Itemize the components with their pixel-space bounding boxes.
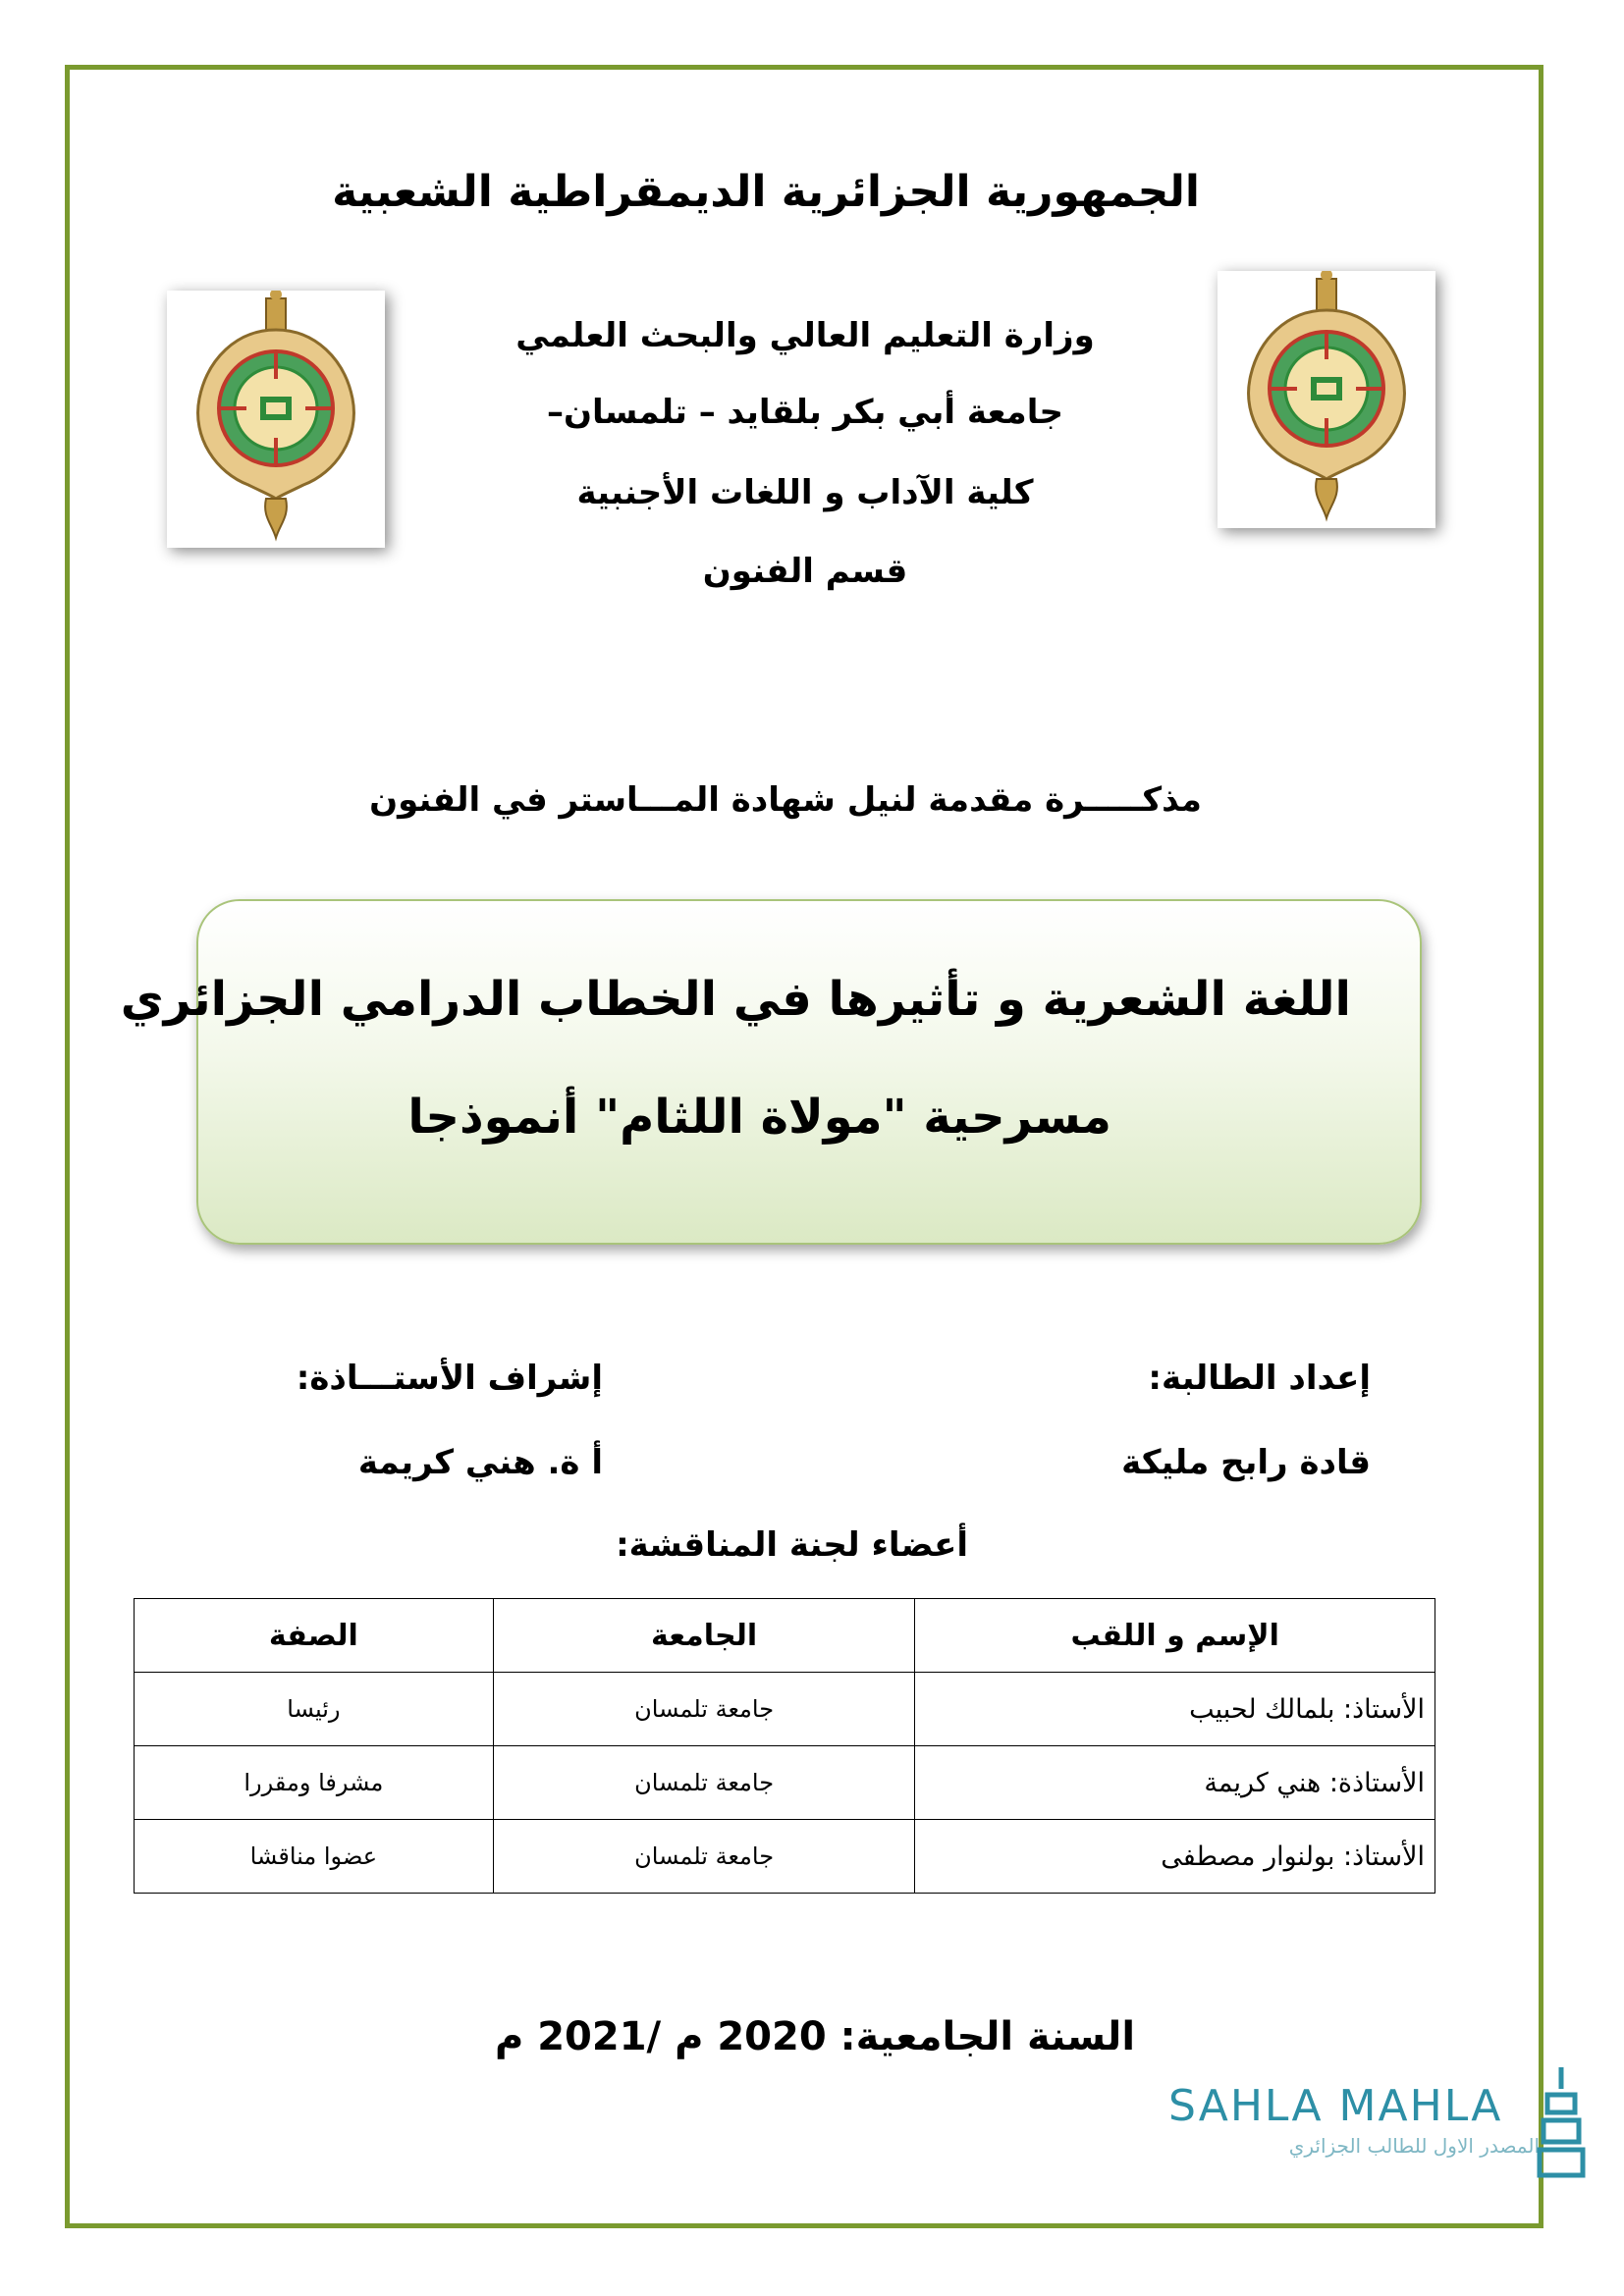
student-label: إعداد الطالبة: bbox=[1148, 1359, 1371, 1398]
supervisor-name: أ ة. هني كريمة bbox=[357, 1443, 603, 1482]
country-heading: الجمهورية الجزائرية الديمقراطية الشعبية bbox=[332, 167, 1200, 217]
committee-label: أعضاء لجنة المناقشة: bbox=[616, 1525, 968, 1565]
ministry-line: وزارة التعليم العالي والبحث العلمي bbox=[515, 316, 1095, 355]
member-name: الأستاذ: بلمالك لحبيب bbox=[915, 1673, 1435, 1746]
column-header-role: الصفة bbox=[135, 1599, 494, 1673]
faculty-line: كلية الآداب و اللغات الأجنبية bbox=[576, 473, 1034, 512]
university-emblem-icon bbox=[167, 291, 385, 548]
member-university: جامعة تلمسان bbox=[493, 1746, 915, 1820]
student-name: قادة رابح مليكة bbox=[1121, 1443, 1371, 1482]
table-row bbox=[135, 1673, 1435, 1746]
member-university: جامعة تلمسان bbox=[493, 1820, 915, 1894]
watermark-title: SAHLA MAHLA bbox=[1168, 2081, 1503, 2131]
university-logo-right bbox=[1218, 271, 1435, 528]
table-header-row bbox=[135, 1599, 1435, 1673]
memo-subtitle: مذكـــــرة مقدمة لنيل شهادة المـــاستر في الفنون bbox=[369, 780, 1202, 820]
department-line: قسم الفنون bbox=[702, 552, 908, 591]
university-logo-left bbox=[167, 291, 385, 548]
academic-year: السنة الجامعية: 2020 م /2021 م bbox=[494, 2014, 1136, 2059]
column-header-university: الجامعة bbox=[493, 1599, 915, 1673]
thesis-title-box bbox=[120, 899, 1422, 1245]
university-line: جامعة أبي بكر بلقايد – تلمسان– bbox=[547, 393, 1063, 432]
member-name: الأستاذة: هني كريمة bbox=[915, 1746, 1435, 1820]
member-university: جامعة تلمسان bbox=[493, 1673, 915, 1746]
member-role: رئيسا bbox=[135, 1673, 494, 1746]
supervisor-label: إشراف الأستـــاذة: bbox=[296, 1359, 603, 1398]
watermark-subtitle: المصدر الاول للطالب الجزائري bbox=[1288, 2134, 1540, 2158]
table-row bbox=[135, 1746, 1435, 1820]
member-role: عضوا مناقشا bbox=[135, 1820, 494, 1894]
member-name: الأستاذ: بولنوار مصطفى bbox=[915, 1820, 1435, 1894]
watermark-logo-icon bbox=[1534, 2061, 1589, 2189]
thesis-title-line-1: اللغة الشعرية و تأثيرها في الخطاب الدرامي الجزائري bbox=[120, 972, 1351, 1027]
thesis-title-line-2: مسرحية "مولاة اللثام" أنموذجا bbox=[407, 1090, 1111, 1145]
column-header-name: الإسم و اللقب bbox=[915, 1599, 1435, 1673]
committee-table bbox=[134, 1598, 1435, 1894]
table-row bbox=[135, 1820, 1435, 1894]
sahla-mahla-watermark bbox=[1168, 2081, 1561, 2199]
member-role: مشرفا ومقررا bbox=[135, 1746, 494, 1820]
university-emblem-icon bbox=[1218, 271, 1435, 528]
